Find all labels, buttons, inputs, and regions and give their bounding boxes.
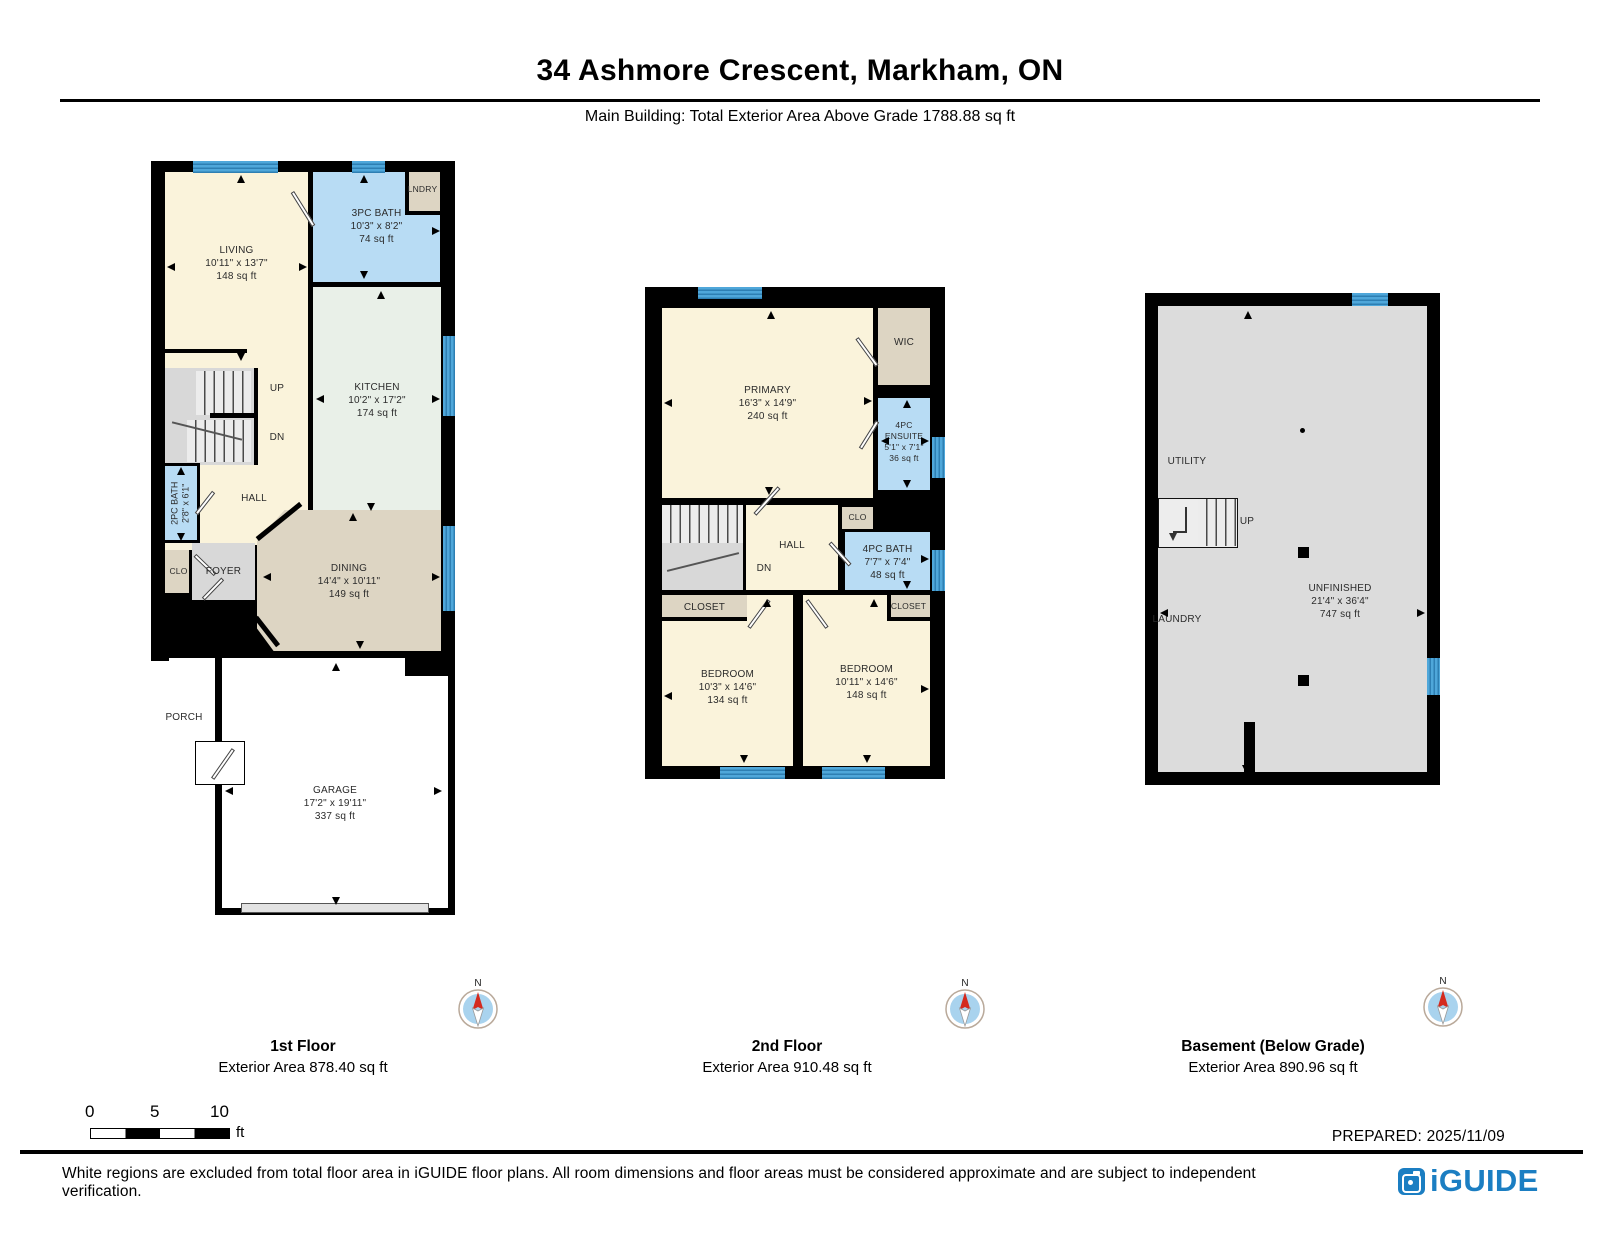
direction-arrow-icon [664, 399, 672, 407]
room-hall-label: HALL [241, 492, 267, 504]
direction-arrow-icon [903, 581, 911, 589]
room-bedroom-right-label: BEDROOM 10'11" x 14'6" 148 sq ft [835, 663, 898, 701]
direction-arrow-icon [432, 227, 440, 235]
floor-name: 2nd Floor [751, 1038, 823, 1055]
direction-arrow-icon [237, 175, 245, 183]
room-closet-right [887, 595, 930, 621]
room-ensuite-label: 4PC ENSUITE 5'1" x 7'1" 36 sq ft [884, 419, 924, 464]
direction-arrow-icon [1417, 609, 1425, 617]
page-subtitle: Main Building: Total Exterior Area Above Grade 1788.88 sq ft [584, 108, 1016, 125]
stair-treads [1198, 499, 1236, 546]
direction-arrow-icon [356, 641, 364, 649]
room-clo [842, 507, 873, 529]
room-utility-label: UTILITY [1167, 455, 1207, 467]
stair-treads [662, 505, 743, 543]
room-porch-label: PORCH [165, 711, 203, 723]
compass-north-label: N [474, 978, 482, 989]
room-unfinished-label: UNFINISHED 21'4" x 36'4" 747 sq ft [1308, 582, 1372, 620]
direction-arrow-icon [263, 573, 271, 581]
room-living-label: LIVING 10'11" x 13'7" 148 sq ft [205, 245, 268, 282]
scale-unit: ft [236, 1124, 245, 1141]
scale-tick-5: 5 [150, 1102, 160, 1121]
direction-arrow-icon [1244, 311, 1252, 319]
direction-arrow-icon [921, 437, 929, 445]
room-closet-right-label: CLOSET [890, 601, 927, 612]
room-kitchen [313, 287, 441, 513]
direction-arrow-icon [299, 263, 307, 271]
room-wic-label: WIC [893, 336, 915, 348]
disclaimer-text: White regions are excluded from total floor area in iGUIDE floor plans. All room dimensions and floor areas must be considered approximate and are subject to independent verification. [62, 1165, 1256, 1200]
stair-treads-up [196, 371, 251, 415]
direction-arrow-icon [432, 573, 440, 581]
room-clo-label: CLO [848, 512, 867, 523]
room-closet-clo [165, 550, 192, 593]
compass-north-label: N [1439, 976, 1447, 987]
support-post [1300, 428, 1305, 433]
iguide-logo [1398, 1163, 1539, 1199]
window [1352, 293, 1388, 306]
window [443, 336, 455, 416]
floor-name: 1st Floor [270, 1038, 336, 1055]
stairs-down-label: DN [756, 562, 772, 574]
direction-arrow-icon [237, 353, 245, 361]
room-clo-label: CLO [169, 565, 188, 576]
stairs-up-label: UP [1239, 516, 1255, 527]
direction-arrow-icon [765, 487, 773, 495]
direction-arrow-icon [921, 685, 929, 693]
direction-arrow-icon [1242, 765, 1250, 773]
room-4pc-bath [845, 532, 930, 590]
direction-arrow-icon [177, 467, 185, 475]
window [822, 767, 885, 779]
direction-arrow-icon [740, 755, 748, 763]
floor-name: Basement (Below Grade) [1181, 1038, 1365, 1055]
wall-partial [165, 349, 247, 353]
prepared-date: PREPARED: 2025/11/09 [1331, 1128, 1505, 1145]
direction-arrow-icon [863, 755, 871, 763]
staircase [662, 505, 743, 590]
direction-arrow-icon [316, 395, 324, 403]
room-2pc-bath-label: 2PC BATH 2'8" x 6'1" [169, 481, 191, 525]
direction-arrow-icon [332, 897, 340, 905]
direction-arrow-icon [360, 271, 368, 279]
iguide-logo-text: iGUIDE [1430, 1163, 1539, 1198]
direction-arrow-icon [664, 692, 672, 700]
direction-arrow-icon [432, 395, 440, 403]
room-4pc-bath-label: 4PC BATH 7'7" x 7'4" 48 sq ft [862, 543, 913, 581]
floor-area: Exterior Area 890.96 sq ft [1188, 1058, 1358, 1076]
stair-treads-down [187, 420, 251, 462]
room-laundry-label: LAUNDRY [1152, 613, 1202, 625]
scale-bar [90, 1128, 230, 1139]
scale-tick-10: 10 [210, 1102, 229, 1121]
direction-arrow-icon [903, 480, 911, 488]
footer-divider [20, 1150, 1583, 1154]
room-hall-label: HALL [779, 539, 805, 551]
stair-arrow-head [1169, 533, 1177, 541]
support-column [1298, 675, 1309, 686]
room-bedroom-left-label: BEDROOM 10'3" x 14'6" 134 sq ft [698, 668, 757, 706]
room-closet-left-label: CLOSET [683, 601, 726, 613]
floorplan-basement [1145, 293, 1440, 785]
room-2pc-bath [165, 463, 200, 543]
wall-stub [151, 645, 169, 661]
room-garage-label: GARAGE 17'2" x 19'11" 337 sq ft [303, 785, 367, 822]
floor-area: Exterior Area 910.48 sq ft [702, 1058, 872, 1076]
window [932, 437, 945, 478]
scale-tick-0: 0 [85, 1102, 95, 1121]
page-title: 34 Ashmore Crescent, Markham, ON [536, 54, 1064, 87]
direction-arrow-icon [767, 311, 775, 319]
window [352, 161, 385, 173]
direction-arrow-icon [903, 400, 911, 408]
room-kitchen-label: KITCHEN 10'2" x 17'2" 174 sq ft [348, 381, 406, 419]
window [932, 550, 945, 591]
room-garage [222, 658, 448, 908]
caption-second-floor [637, 1038, 937, 1076]
direction-arrow-icon [225, 787, 233, 795]
wall-notch [405, 658, 448, 676]
room-laundry-label: LNDRY [407, 184, 438, 195]
room-3pc-bath-label: 3PC BATH 10'3" x 8'2" 74 sq ft [350, 207, 403, 245]
direction-arrow-icon [870, 599, 878, 607]
direction-arrow-icon [1160, 609, 1168, 617]
room-foyer-label: FOYER [205, 566, 242, 577]
window [443, 526, 455, 611]
stair-arrow-line [1185, 507, 1187, 533]
direction-arrow-icon [332, 663, 340, 671]
room-hall [746, 505, 838, 590]
floorplan-second-floor [645, 287, 945, 779]
direction-arrow-icon [367, 503, 375, 511]
room-dining [257, 510, 441, 651]
direction-arrow-icon [763, 599, 771, 607]
stair-diagonal [667, 552, 739, 572]
room-primary-label: PRIMARY 16'3" x 14'9" 240 sq ft [738, 384, 797, 422]
direction-arrow-icon [864, 397, 872, 405]
staircase [1158, 498, 1238, 548]
compass-icon [943, 976, 987, 1032]
window [1427, 658, 1440, 695]
compass-north-label: N [961, 978, 969, 989]
room-primary [662, 308, 873, 498]
floor-area: Exterior Area 878.40 sq ft [218, 1058, 388, 1076]
room-dining-label: DINING 14'4" x 10'11" 149 sq ft [317, 562, 381, 600]
title-divider [60, 99, 1540, 102]
direction-arrow-icon [177, 533, 185, 541]
room-foyer [192, 543, 255, 600]
support-column [1298, 547, 1309, 558]
direction-arrow-icon [377, 291, 385, 299]
window [193, 161, 278, 173]
stairs-up-label: UP [269, 382, 285, 394]
stair-divider [210, 413, 254, 418]
direction-arrow-icon [360, 175, 368, 183]
iguide-camera-icon [1398, 1168, 1425, 1195]
room-closet-left [662, 595, 747, 621]
window [720, 767, 785, 779]
room-wic [878, 308, 930, 385]
direction-arrow-icon [921, 555, 929, 563]
room-laundry-closet [405, 172, 440, 215]
direction-arrow-icon [881, 437, 889, 445]
window [698, 287, 762, 299]
caption-basement [1123, 1038, 1423, 1076]
floorplan-first-floor [151, 161, 455, 915]
direction-arrow-icon [167, 263, 175, 271]
staircase [165, 368, 258, 465]
compass-icon [1421, 974, 1465, 1030]
direction-arrow-icon [434, 787, 442, 795]
direction-arrow-icon [349, 513, 357, 521]
caption-first-floor [153, 1038, 453, 1076]
compass-icon [456, 976, 500, 1032]
stairs-down-label: DN [269, 431, 285, 443]
